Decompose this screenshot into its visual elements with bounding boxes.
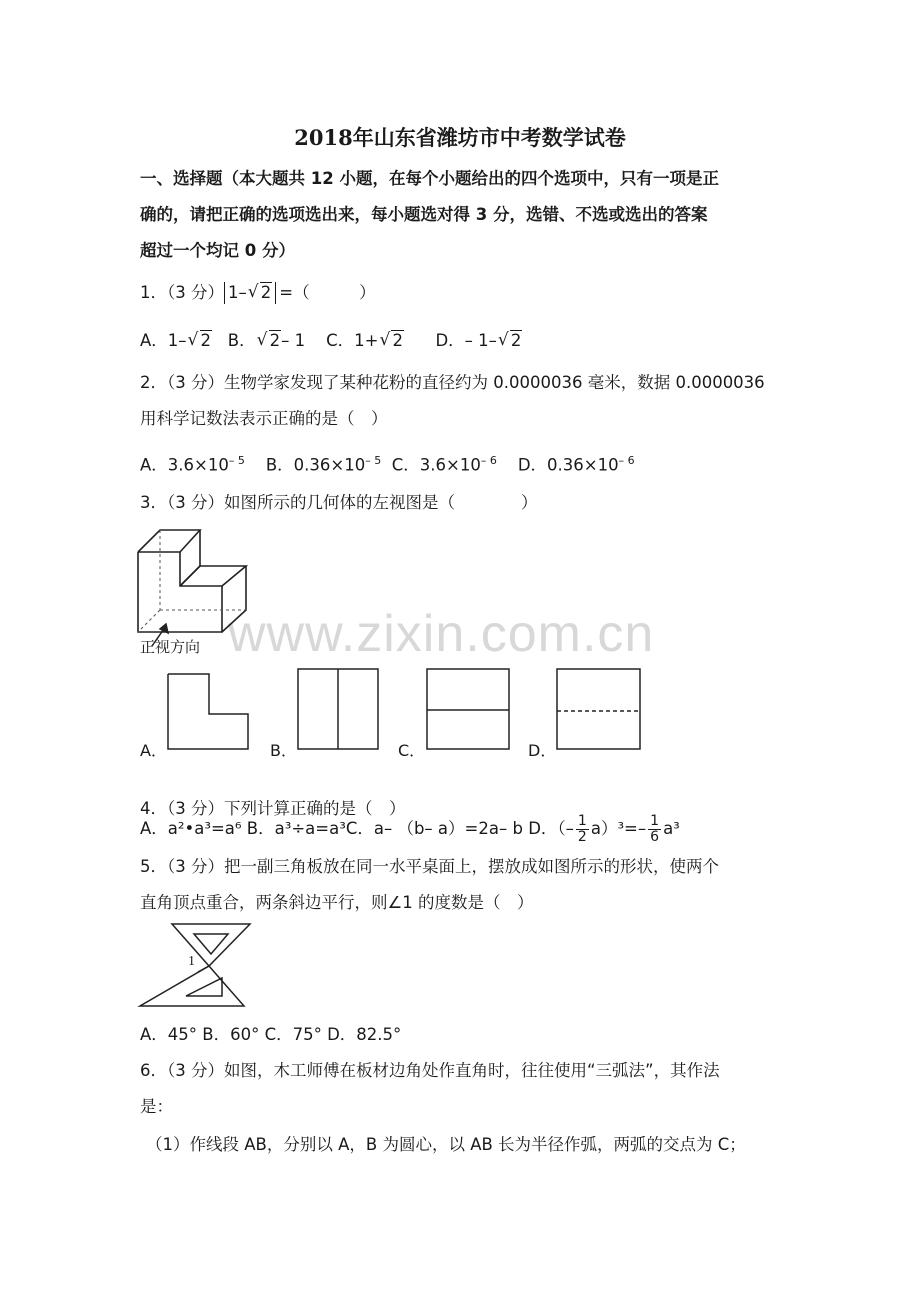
q1-b-radicand: 2 [269, 331, 281, 350]
q6-stem-line2: 是： [140, 1097, 173, 1116]
q3-option-d: D． [528, 741, 557, 760]
q2-a-exponent: – 5 [228, 454, 245, 467]
q4-option-a: A．a²•a³=a⁶ [140, 819, 242, 838]
q1-radicand: 2 [260, 283, 272, 302]
q1-prefix: 1．（3 分） [140, 283, 224, 302]
q1-option-a: A．1– [140, 331, 187, 350]
q5-angle-label: 1 [188, 954, 195, 969]
q2-stem-line1: 2．（3 分）生物学家发现了某种花粉的直径约为 0.0000036 毫米，数据 0.0000036 [140, 373, 765, 392]
page-title: 2018年山东省潍坊市中考数学试卷 [294, 125, 626, 150]
q4-option-b: B．a³÷a=a³ [246, 819, 346, 838]
q2-option-a: A．3.6×10 [140, 455, 229, 475]
watermark: www.zixin.com.cn [228, 605, 655, 663]
q3-option-a: A． [140, 741, 167, 760]
q6-stem-line1: 6．（3 分）如图，木工师傅在板材边角处作直角时，往往使用“三弧法”，其作法 [140, 1061, 720, 1080]
q2-c-exponent: – 6 [480, 454, 497, 467]
q2-stem-line2: 用科学记数法表示正确的是（ ） [140, 409, 388, 428]
q1-suffix: =（ ） [279, 283, 376, 302]
q2-option-c: C．3.6×10 [391, 455, 481, 475]
q2-b-exponent: – 5 [365, 454, 382, 467]
q2-d-exponent: – 6 [618, 454, 635, 467]
q4-d-denominator: 2 [577, 829, 587, 845]
section-instructions-line2: 确的，请把正确的选项选出来，每小题选对得 3 分，选错、不选或选出的答案 [140, 205, 708, 224]
q6-step-1: （1）作线段 AB，分别以 A，B 为圆心，以 AB 长为半径作弧，两弧的交点为 C； [146, 1135, 746, 1154]
q1-d-radicand: 2 [510, 331, 522, 350]
q3-stem: 3．（3 分）如图所示的几何体的左视图是（ ） [140, 493, 538, 512]
q4-d-middle: a）³=– [590, 819, 647, 838]
q1-b-rest: – 1 [281, 331, 306, 350]
q4-d-numerator: 1 [577, 813, 587, 829]
q4-d-numerator-2: 1 [650, 813, 660, 829]
q5-options: A．45° B．60° C．75° D．82.5° [140, 1025, 402, 1044]
q1-one: 1– [228, 283, 247, 302]
section-instructions-line1: 一、选择题（本大题共 12 小题，在每个小题给出的四个选项中，只有一项是正 [140, 169, 719, 188]
q3-option-c: C． [398, 741, 426, 760]
q4-option-d: D．（– [528, 819, 574, 838]
q5-stem-line1: 5．（3 分）把一副三角板放在同一水平桌面上，摆放成如图所示的形状，使两个 [140, 857, 719, 876]
q1-option-b: B． [227, 331, 256, 350]
q4-d-denominator-2: 6 [650, 829, 660, 845]
q1-a-radicand: 2 [200, 331, 212, 350]
q4-stem: 4．（3 分）下列计算正确的是（ ） [140, 799, 406, 818]
q3-option-b: B． [270, 741, 297, 760]
q2-option-d: D．0.36×10 [517, 455, 619, 475]
q4-d-suffix: a³ [663, 819, 680, 838]
q1-c-radicand: 2 [392, 331, 403, 350]
section-instructions-line3: 超过一个均记 0 分） [140, 241, 295, 260]
q2-option-b: B．0.36×10 [265, 455, 366, 475]
q3-view-direction-caption: 正视方向 [140, 638, 201, 656]
q1-option-c: C．1+ [326, 331, 379, 350]
q4-option-c: C．a– （b– a）=2a– b [345, 819, 523, 838]
q5-stem-line2: 直角顶点重合，两条斜边平行，则∠1 的度数是（ ） [140, 893, 534, 912]
q1-option-d: D．– 1– [435, 331, 497, 350]
